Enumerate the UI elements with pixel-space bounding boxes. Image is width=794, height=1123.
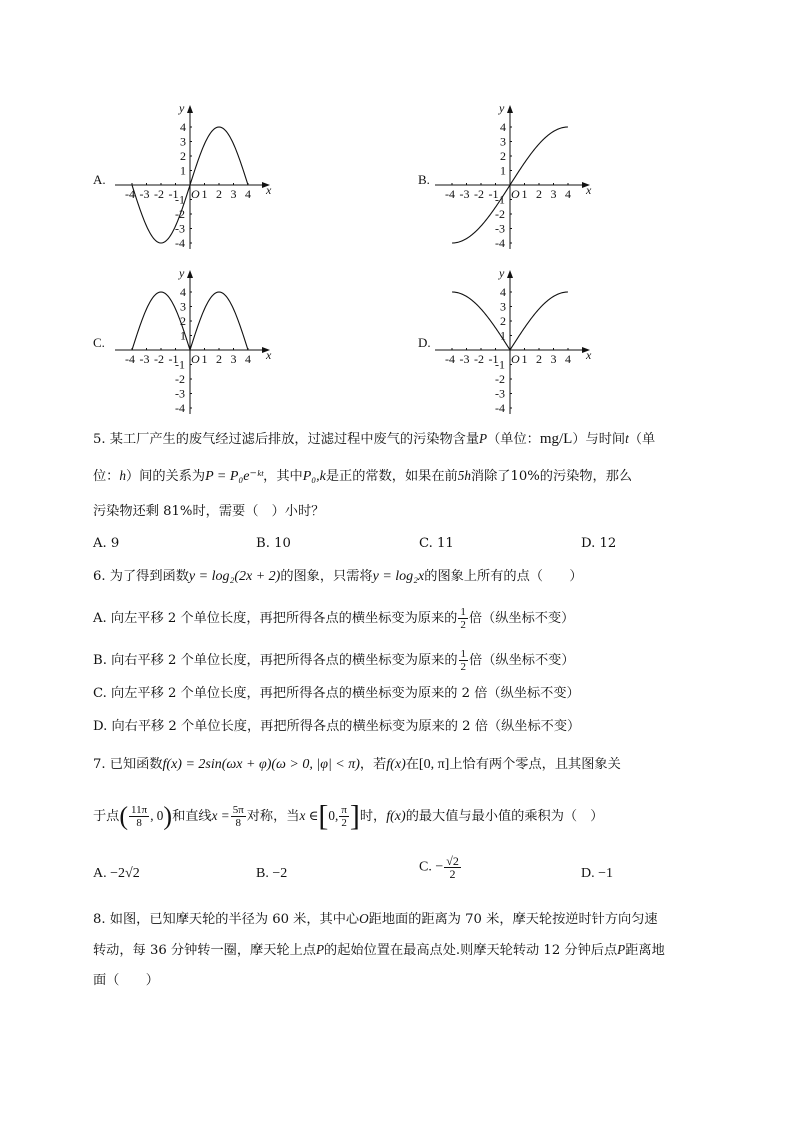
y-tick-label: 4 bbox=[500, 120, 506, 134]
q5-choice-b: B. 10 bbox=[256, 536, 291, 551]
y-tick-label: -3 bbox=[495, 221, 505, 236]
frac-den: 2 bbox=[460, 661, 467, 673]
bracket-open: [ bbox=[318, 799, 329, 833]
x-tick-label: -4 bbox=[125, 352, 135, 366]
q6-text: A. 向左平移 2 个单位长度，再把所得各点的横坐标变为原来的 bbox=[93, 611, 458, 626]
origin-label: O bbox=[191, 187, 200, 201]
x-tick-label: -4 bbox=[445, 187, 455, 201]
q7-text: ，若 bbox=[359, 757, 387, 772]
q7-choice-b: B. −2 bbox=[256, 866, 288, 881]
q5-unit: mg/L bbox=[539, 431, 573, 447]
q5-choice-a: A. 9 bbox=[93, 536, 120, 551]
q8-text: 距地面的距离为 70 米，摩天轮按逆时针方向匀速 bbox=[368, 912, 658, 927]
q5-text: 消除了10%的污染物，那么 bbox=[470, 469, 633, 484]
paren-close: ) bbox=[163, 801, 173, 831]
bracket-close: ] bbox=[349, 799, 360, 833]
origin-label: O bbox=[511, 352, 520, 366]
option-c-letter: C. bbox=[93, 335, 105, 350]
q6-func1: y = log₂(2x + 2) bbox=[188, 569, 281, 584]
q5-text: ）间的关系为 bbox=[125, 469, 206, 484]
y-axis-label: y bbox=[179, 266, 185, 280]
frac-den: 8 bbox=[136, 817, 142, 829]
x-tick-label: -3 bbox=[459, 352, 470, 366]
frac-num: 11π bbox=[131, 804, 148, 816]
q8-text: 转动，每 36 分钟转一圈，摩天轮上点 bbox=[93, 943, 316, 958]
q7-text: 上恰有两个零点，且其图象关 bbox=[449, 757, 621, 772]
y-tick-label: 3 bbox=[500, 299, 506, 314]
frac-den: 2 bbox=[460, 619, 466, 631]
x-axis-label: x bbox=[586, 183, 592, 197]
q7-line-x: x = bbox=[211, 808, 230, 823]
x-tick-label: 2 bbox=[536, 187, 542, 201]
q6-fraction bbox=[458, 606, 468, 631]
q6-text: 6. 为了得到函数 bbox=[93, 569, 189, 584]
x-tick-label: -1 bbox=[488, 352, 499, 366]
x-tick-label: 3 bbox=[550, 352, 557, 366]
x-tick-label: 1 bbox=[521, 187, 528, 201]
x-tick-label: -1 bbox=[168, 187, 179, 201]
y-tick-label: -1 bbox=[495, 192, 505, 207]
origin-label: O bbox=[511, 187, 520, 201]
y-tick-label: -4 bbox=[495, 236, 505, 250]
y-tick-label: 3 bbox=[180, 299, 186, 314]
q5-five-h: 5h bbox=[457, 468, 471, 483]
q5-var-t: t bbox=[625, 431, 629, 446]
y-axis-label: y bbox=[499, 101, 505, 115]
q5-var-h: h bbox=[119, 468, 126, 483]
y-axis-arrow bbox=[507, 270, 513, 278]
graph-option-d bbox=[0, 0, 794, 420]
q8-text: 8. 如图，已知摩天轮的半径为 60 米，其中心 bbox=[93, 912, 360, 927]
q8-line1 bbox=[93, 909, 658, 930]
x-tick-label: 1 bbox=[521, 352, 528, 366]
q5-text: 位： bbox=[93, 469, 120, 484]
q7-choice-c-frac bbox=[444, 855, 461, 880]
graph-d-svg bbox=[0, 0, 794, 420]
y-axis-label: y bbox=[499, 266, 505, 280]
option-b-letter: B. bbox=[418, 172, 430, 187]
x-tick-label: -1 bbox=[488, 187, 499, 201]
q6-text: 的图象，只需将 bbox=[280, 569, 373, 584]
q7-point-frac bbox=[129, 804, 149, 829]
q7-choice-c-prefix: C. − bbox=[419, 859, 444, 875]
q6-text: 的图象上所有的点（ ） bbox=[424, 569, 583, 584]
q5-text: （单 bbox=[628, 432, 656, 447]
x-tick-label: 1 bbox=[201, 187, 208, 201]
q7-choice-a: A. −2√2 bbox=[93, 866, 140, 881]
y-tick-label: -2 bbox=[175, 372, 185, 386]
y-tick-label: 2 bbox=[180, 314, 186, 328]
q6-text: 倍（纵坐标不变） bbox=[468, 611, 575, 626]
q7-x-in: x ∈ bbox=[299, 808, 319, 823]
y-tick-label: -1 bbox=[175, 192, 185, 207]
x-tick-label: 2 bbox=[536, 352, 542, 366]
x-tick-label: 4 bbox=[245, 352, 251, 366]
y-tick-label: -4 bbox=[495, 401, 505, 415]
x-tick-label: 3 bbox=[230, 352, 237, 366]
y-tick-label: -2 bbox=[495, 372, 505, 386]
q5-line3: 污染物还剩 81%时，需要（ ）小时？ bbox=[93, 504, 325, 519]
y-tick-label: 2 bbox=[500, 149, 506, 163]
q7-line2 bbox=[93, 796, 604, 837]
origin-label: O bbox=[191, 352, 200, 366]
x-tick-label: -3 bbox=[139, 352, 150, 366]
q8-line2 bbox=[93, 940, 665, 961]
q6-option-d: D. 向右平移 2 个单位长度，再把所得各点的横坐标变为原来的 2 倍（纵坐标不变） bbox=[93, 719, 581, 734]
q5-consts: P₀,k bbox=[302, 469, 326, 484]
q7-int-frac bbox=[339, 804, 349, 829]
y-tick-label: -3 bbox=[175, 221, 185, 236]
x-tick-label: 4 bbox=[565, 352, 571, 366]
y-tick-label: -1 bbox=[495, 357, 505, 372]
frac-num: π bbox=[341, 804, 347, 816]
q7-line-frac bbox=[231, 804, 246, 829]
q7-fx: f(x) bbox=[386, 757, 406, 772]
x-tick-label: 4 bbox=[565, 187, 571, 201]
y-tick-label: -1 bbox=[175, 357, 185, 372]
q6-option-c: C. 向左平移 2 个单位长度，再把所得各点的横坐标变为原来的 2 倍（纵坐标不变） bbox=[93, 686, 580, 701]
y-axis-label: y bbox=[179, 101, 185, 115]
frac-den: 2 bbox=[449, 867, 456, 881]
q7-text: 对称，当 bbox=[246, 809, 300, 824]
y-tick-label: 1 bbox=[180, 163, 186, 178]
q8-text: 距离地 bbox=[625, 943, 665, 958]
q5-text: 5. 某工厂产生的废气经过滤后排放，过滤过程中废气的污染物含量 bbox=[93, 432, 480, 447]
x-axis-label: x bbox=[586, 348, 592, 362]
frac-den: 8 bbox=[235, 817, 241, 829]
y-tick-label: 3 bbox=[500, 134, 506, 149]
y-tick-label: 4 bbox=[500, 285, 506, 299]
q7-text: 的最大值与最小值的乘积为（ ） bbox=[405, 809, 604, 824]
paren-open: ( bbox=[119, 801, 129, 831]
y-tick-label: -3 bbox=[495, 386, 505, 401]
frac-num: √2 bbox=[446, 854, 459, 868]
q8-var-o: O bbox=[359, 911, 369, 926]
q6-text: B. 向右平移 2 个单位长度，再把所得各点的横坐标变为原来的 bbox=[93, 653, 458, 668]
q6-stem bbox=[93, 567, 583, 587]
y-tick-label: -4 bbox=[175, 401, 185, 415]
q6-text: 倍（纵坐标不变） bbox=[469, 653, 575, 668]
y-tick-label: 1 bbox=[500, 163, 506, 178]
q7-text: 和直线 bbox=[172, 809, 212, 824]
q7-text: 于点 bbox=[93, 809, 120, 824]
q7-text: 7. 已知函数 bbox=[93, 757, 163, 772]
x-tick-label: 4 bbox=[245, 187, 251, 201]
y-tick-label: -3 bbox=[175, 386, 185, 401]
q7-fx2: f(x) bbox=[386, 809, 406, 824]
y-tick-label: -2 bbox=[495, 207, 505, 221]
q5-line1 bbox=[93, 429, 655, 450]
q6-func2: y = log₂x bbox=[372, 569, 425, 584]
q5-formula: P = P₀e⁻ᵏᵗ bbox=[205, 469, 264, 484]
frac-num: 5π bbox=[232, 804, 244, 816]
q8-var-p: P bbox=[315, 942, 325, 957]
option-d-letter: D. bbox=[418, 335, 431, 350]
q7-point-tail: , 0 bbox=[150, 808, 164, 823]
x-tick-label: -1 bbox=[168, 352, 179, 366]
x-axis-label: x bbox=[266, 183, 272, 197]
x-tick-label: -4 bbox=[125, 187, 135, 201]
q5-text: ）与时间 bbox=[572, 432, 626, 447]
x-tick-label: -3 bbox=[139, 187, 150, 201]
y-tick-label: -4 bbox=[175, 236, 185, 250]
frac-num: 1 bbox=[460, 606, 466, 618]
x-tick-label: 3 bbox=[550, 187, 557, 201]
x-tick-label: 2 bbox=[216, 352, 222, 366]
q5-text: ，其中 bbox=[263, 469, 303, 484]
y-tick-label: 4 bbox=[180, 285, 186, 299]
q8-var-p2: P bbox=[617, 942, 626, 957]
y-tick-label: -2 bbox=[175, 207, 185, 221]
x-tick-label: 2 bbox=[216, 187, 222, 201]
x-axis-label: x bbox=[266, 348, 272, 362]
q5-text: 是正的常数，如果在前 bbox=[325, 469, 458, 484]
frac-num: 1 bbox=[460, 648, 467, 660]
x-tick-label: 1 bbox=[201, 352, 208, 366]
x-tick-label: -2 bbox=[474, 187, 484, 201]
q7-text: 在 bbox=[405, 757, 419, 772]
q7-choice-c bbox=[419, 855, 462, 880]
x-tick-label: -2 bbox=[154, 352, 164, 366]
q7-text: 时， bbox=[359, 809, 387, 824]
x-tick-label: -4 bbox=[445, 352, 455, 366]
frac-den: 2 bbox=[341, 817, 347, 829]
x-tick-label: -2 bbox=[154, 187, 164, 201]
y-tick-label: 2 bbox=[500, 314, 506, 328]
y-tick-label: 3 bbox=[180, 134, 186, 149]
y-tick-label: 1 bbox=[180, 328, 186, 343]
y-tick-label: 1 bbox=[500, 328, 506, 343]
x-tick-label: 3 bbox=[230, 187, 237, 201]
q5-text: （单位： bbox=[487, 432, 540, 447]
q7-func: f(x) = 2sin(ωx + φ)(ω > 0, |φ| < π) bbox=[162, 757, 360, 772]
x-tick-label: -2 bbox=[474, 352, 484, 366]
q6-fraction bbox=[459, 648, 469, 673]
q7-stem bbox=[93, 755, 621, 775]
q6-option-a bbox=[93, 606, 574, 631]
y-tick-label: 4 bbox=[180, 120, 186, 134]
q5-var-p: P bbox=[479, 431, 488, 446]
q5-line2 bbox=[93, 466, 632, 487]
q5-choice-c: C. 11 bbox=[419, 536, 454, 551]
q7-int-a: 0, bbox=[328, 808, 339, 823]
q8-line3: 面（ ） bbox=[93, 973, 159, 988]
q5-choice-d: D. 12 bbox=[581, 536, 617, 551]
q7-interval: [0, π] bbox=[418, 757, 450, 772]
q6-option-b bbox=[93, 648, 575, 673]
y-tick-label: 2 bbox=[180, 149, 186, 163]
coordinate-plane bbox=[435, 266, 592, 415]
x-tick-label: -3 bbox=[459, 187, 470, 201]
q8-text: 的起始位置在最高点处.则摩天轮转动 12 分钟后点 bbox=[324, 943, 618, 958]
option-a-letter: A. bbox=[93, 172, 106, 187]
q7-choice-d: D. −1 bbox=[581, 866, 614, 881]
